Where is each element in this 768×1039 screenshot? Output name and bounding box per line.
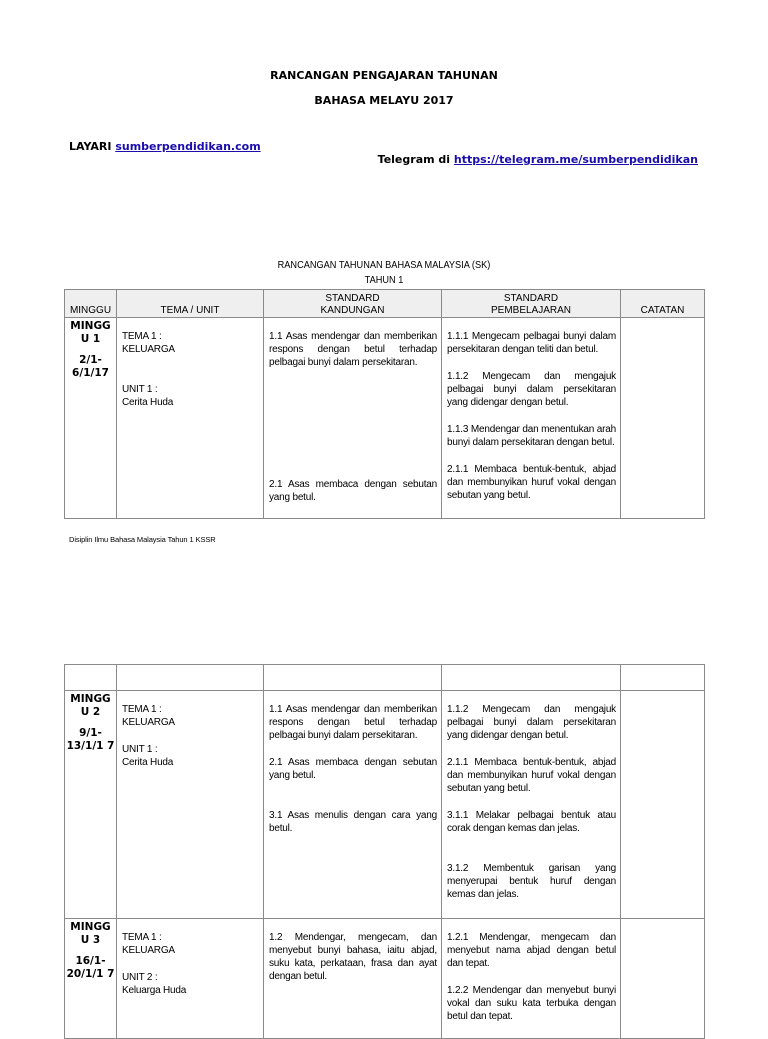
col-header-pembelajaran: STANDARD PEMBELAJARAN: [442, 290, 621, 318]
catatan-cell: [621, 691, 705, 919]
week-cell: [65, 318, 117, 519]
catatan-cell: [621, 318, 705, 519]
empty-cell: [117, 665, 264, 691]
empty-cell: [264, 665, 442, 691]
col-header-tema: TEMA / UNIT: [117, 290, 264, 318]
week-date: 2/1- 6/1/17: [72, 354, 109, 379]
col-header-minggu: MINGGU: [65, 290, 117, 318]
unit-label: UNIT 1 :: [122, 384, 158, 395]
table-row: [65, 919, 705, 1039]
standard-pembelajaran: 2.1.1 Membaca bentuk-bentuk, abjad dan membunyikan huruf vokal dengan sebutan yang betul.: [447, 757, 616, 794]
standard-pembelajaran: 3.1.2 Membentuk garisan yang menyerupai bentuk huruf dengan kemas dan jelas.: [447, 863, 616, 900]
tema-name: KELUARGA: [122, 717, 175, 728]
standard-kandungan: 2.1 Asas membaca dengan sebutan yang betul.: [269, 757, 437, 781]
telegram-label: Telegram di: [377, 153, 451, 166]
unit-label: UNIT 2 :: [122, 972, 158, 983]
document-subtitle: BAHASA MELAYU 2017: [314, 94, 454, 107]
standard-kandungan: 1.1 Asas mendengar dan memberikan respons dengan betul terhadap pelbagai bunyi dalam persekitaran.: [269, 331, 437, 368]
table-row: [65, 318, 705, 519]
table-header-row: [65, 290, 705, 318]
kandungan-cell: [264, 318, 442, 519]
empty-cell: [65, 665, 117, 691]
week-date: 9/1- 13/1/1 7: [66, 727, 115, 752]
tema-cell: [117, 919, 264, 1039]
standard-kandungan: 1.2 Mendengar, mengecam, dan menyebut bunyi bahasa, iaitu abjad, suku kata, perkataan, frasa dan ayat dengan betul.: [269, 932, 437, 982]
pembelajaran-cell: [442, 318, 621, 519]
pembelajaran-cell: [442, 691, 621, 919]
telegram-line: [378, 153, 698, 166]
layari-line: [69, 140, 261, 153]
layari-label: LAYARI: [69, 140, 112, 153]
unit-label: UNIT 1 :: [122, 744, 158, 755]
standard-kandungan: 2.1 Asas membaca dengan sebutan yang betul.: [269, 479, 437, 503]
unit-name: Cerita Huda: [122, 397, 174, 408]
plan-subtitle: TAHUN 1: [364, 275, 404, 286]
empty-cell: [621, 665, 705, 691]
col-header-kandungan: STANDARD KANDUNGAN: [264, 290, 442, 318]
week-label: MINGG U 3: [70, 921, 111, 946]
plan-table-page1: [64, 289, 705, 519]
week-label: MINGG U 1: [70, 320, 111, 345]
standard-pembelajaran: 1.2.2 Mendengar dan menyebut bunyi vokal dan suku kata terbuka dengan betul dan tepat.: [447, 985, 616, 1022]
empty-header-row: [65, 665, 705, 691]
tema-label: TEMA 1 :: [122, 704, 162, 715]
plan-title: RANCANGAN TAHUNAN BAHASA MALAYSIA (SK): [277, 260, 491, 271]
telegram-link[interactable]: https://telegram.me/sumberpendidikan: [453, 153, 698, 166]
empty-cell: [442, 665, 621, 691]
standard-pembelajaran: 1.2.1 Mendengar, mengecam dan menyebut nama abjad dengan betul dan tepat.: [447, 932, 616, 969]
table-row: [65, 691, 705, 919]
week-cell: [65, 691, 117, 919]
standard-kandungan: 3.1 Asas menulis dengan cara yang betul.: [269, 810, 437, 834]
standard-pembelajaran: 3.1.1 Melakar pelbagai bentuk atau corak dengan kemas dan jelas.: [447, 810, 616, 834]
week-date: 16/1- 20/1/1 7: [66, 955, 115, 980]
col-header-catatan: CATATAN: [621, 290, 705, 318]
catatan-cell: [621, 919, 705, 1039]
standard-pembelajaran: 1.1.1 Mengecam pelbagai bunyi dalam persekitaran dengan teliti dan betul.: [447, 331, 616, 355]
standard-pembelajaran: 1.1.2 Mengecam dan mengajuk pelbagai bunyi dalam persekitaran yang didengar dengan betul.: [447, 371, 616, 408]
sumberpendidikan-link[interactable]: sumberpendidikan.com: [115, 140, 261, 153]
week-cell: [65, 919, 117, 1039]
standard-pembelajaran: 1.1.3 Mendengar dan menentukan arah bunyi dalam persekitaran dengan betul.: [447, 424, 616, 448]
kandungan-cell: [264, 691, 442, 919]
plan-table-page2: [64, 664, 705, 1039]
kandungan-cell: [264, 919, 442, 1039]
unit-name: Keluarga Huda: [122, 985, 187, 996]
tema-cell: [117, 318, 264, 519]
document-title: RANCANGAN PENGAJARAN TAHUNAN: [270, 69, 498, 82]
unit-name: Cerita Huda: [122, 757, 174, 768]
standard-pembelajaran: 2.1.1 Membaca bentuk-bentuk, abjad dan membunyikan huruf vokal dengan sebutan yang betul.: [447, 464, 616, 501]
tema-label: TEMA 1 :: [122, 932, 162, 943]
standard-pembelajaran: 1.1.2 Mengecam dan mengajuk pelbagai bunyi dalam persekitaran yang didengar dengan betul.: [447, 704, 616, 741]
week-label: MINGG U 2: [70, 693, 111, 718]
tema-name: KELUARGA: [122, 344, 175, 355]
pembelajaran-cell: [442, 919, 621, 1039]
footer-note: Disiplin Ilmu Bahasa Malaysia Tahun 1 KSSR: [69, 535, 216, 544]
tema-name: KELUARGA: [122, 945, 175, 956]
standard-kandungan: 1.1 Asas mendengar dan memberikan respons dengan betul terhadap pelbagai bunyi dalam persekitaran.: [269, 704, 437, 741]
tema-label: TEMA 1 :: [122, 331, 162, 342]
tema-cell: [117, 691, 264, 919]
